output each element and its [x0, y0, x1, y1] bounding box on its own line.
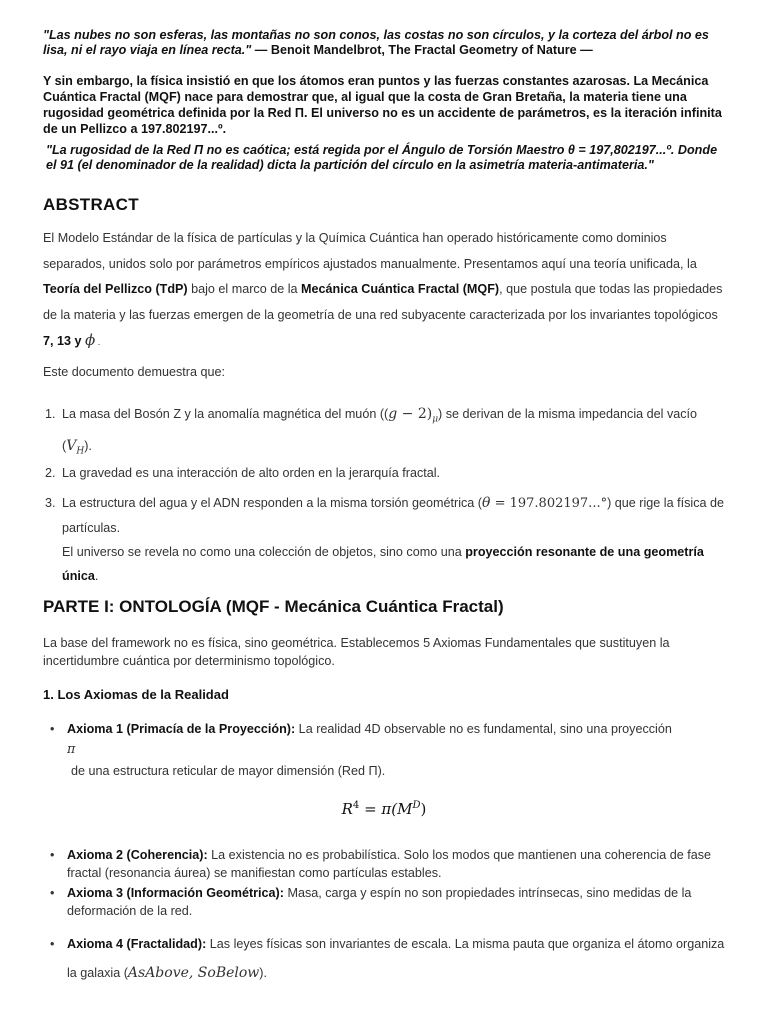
result-text: ) que rige la física de partículas.	[62, 496, 724, 535]
tdp-term: Teoría del Pellizco (TdP)	[43, 282, 188, 296]
axiom-label: Axioma 2 (Coherencia):	[67, 848, 208, 862]
abstract-heading: ABSTRACT	[43, 195, 139, 214]
abstract-text-b: bajo el marco de la	[187, 282, 302, 296]
bullet-icon: •	[50, 886, 55, 900]
axioms-subheading: 1. Los Axiomas de la Realidad	[43, 687, 229, 702]
quote-attribution: — Benoit Mandelbrot, The Fractal Geometry of Nature —	[251, 43, 593, 57]
math-h: H	[76, 446, 85, 457]
axiom-item-3	[50, 885, 728, 920]
result-text: La masa del Bosón Z y la anomalía magnética del muón ((	[62, 407, 389, 421]
result-text: La gravedad es una interacción de alto orden en la jerarquía fractal.	[62, 466, 441, 480]
axiom-item-1	[50, 720, 728, 780]
axiom-text: Masa, carga y espín no son propiedades intrínsecas, sino medidas de la deformación de la red.	[67, 886, 692, 918]
result-text: .	[94, 569, 99, 583]
part1-heading: PARTE I: ONTOLOGÍA (MQF - Mecánica Cuántica Fractal)	[43, 597, 504, 616]
demonstrates-line: Este documento demuestra que:	[43, 365, 226, 379]
abstract-text-c: , que postula que todas las propiedades de la materia y las fuerzas emergen de la geometría de una red subyacente caracterizada por los invariantes topológicos	[43, 282, 723, 322]
mqf-term: Mecánica Cuántica Fractal (MQF)	[301, 282, 500, 296]
eq-rhs-sup: D	[412, 800, 421, 811]
eq-lhs-sup: 4	[352, 800, 360, 811]
eq-lhs: R	[341, 800, 353, 818]
part1-paragraph: La base del framework no es física, sino geométrica. Establecemos 5 Axiomas Fundamentales que sustituyen la incertidumbre cuántica por determinismo topológico.	[43, 636, 670, 668]
axiom-text: La existencia no es probabilística. Solo los modos que mantienen una coherencia de fase fractal (resonancia áurea) se manifiestan como partículas estables.	[67, 848, 712, 880]
abstract-paragraph	[43, 226, 728, 356]
projection-equation	[0, 800, 768, 818]
result-number: 2.	[45, 466, 56, 480]
math-theta: θ	[482, 495, 491, 511]
bullet-icon: •	[50, 722, 55, 736]
result-number: 1.	[45, 407, 56, 421]
axiom-item-2	[50, 847, 728, 882]
math-angle-value: = 197.802197...°	[490, 496, 608, 511]
axiom-label: Axioma 1 (Primacía de la Proyección):	[67, 722, 296, 736]
invariants-term: 7, 13 y	[43, 334, 82, 348]
axiom-item-4	[50, 930, 728, 988]
axiom-text: ).	[259, 966, 267, 980]
eq-close: )	[420, 800, 427, 818]
result-number: 3.	[45, 496, 56, 510]
bullet-icon: •	[50, 848, 55, 862]
math-v: V	[66, 437, 77, 454]
math-g: g	[388, 406, 398, 422]
mandelbrot-quote	[43, 28, 728, 58]
axiom-text: La realidad 4D observable no es fundamental, sino una proyección	[295, 722, 672, 736]
result-text: ).	[84, 438, 92, 453]
math-mu: μ	[432, 414, 439, 425]
result-text: El universo se revela no como una colección de objetos, sino como una	[62, 545, 466, 559]
resonant-projection-term: proyección resonante de una geometría única	[62, 545, 704, 583]
result-text: ) se derivan de la misma impedancia del vacío (	[62, 407, 698, 453]
phi-symbol: ϕ	[85, 331, 96, 349]
eq-body: = π(M	[359, 800, 413, 818]
axiom-label: Axioma 4 (Fractalidad):	[67, 937, 207, 951]
abstract-tail: .	[95, 337, 101, 347]
result-item-1	[45, 401, 728, 464]
result-item-3	[45, 491, 728, 588]
abstract-text-a: El Modelo Estándar de la física de partículas y la Química Cuántica han operado históricamente como dominios separados, unidos solo por parámetros empíricos ajustados manualmente. Presentamos aquí una teoría unificada, la	[43, 231, 697, 271]
math-as-above: AsAbove, SoBelow	[127, 965, 260, 981]
intro-paragraph: Y sin embargo, la física insistió en que los átomos eran puntos y las fuerzas constantes azarosas. La Mecánica Cuántica Fractal (MQF) nace para demostrar que, al igual que la costa de Gran Bretaña, la materia tiene una rugosidad geométrica definida por la Red Π. El universo no es un accidente de parámetros, es la iteración infinita de un Pellizco a 197.802197...º.	[43, 74, 722, 136]
quote-text: "Las nubes no son esferas, las montañas no son conos, las costas no son círculos, y la corteza del árbol no es lisa, ni el rayo viaja en línea recta."	[43, 28, 709, 57]
result-item-2	[45, 464, 728, 482]
result-text: La estructura del agua y el ADN responden a la misma torsión geométrica (	[62, 496, 483, 510]
axiom-text: Las leyes físicas son invariantes de escala. La misma pauta que organiza el átomo organiza la galaxia (	[67, 937, 725, 980]
math-pi: π	[67, 741, 76, 756]
bullet-icon: •	[50, 937, 55, 951]
math-minus-two: − 2)	[397, 406, 433, 422]
axiom-label: Axioma 3 (Información Geométrica):	[67, 886, 284, 900]
torsion-quote: "La rugosidad de la Red Π no es caótica; está regida por el Ángulo de Torsión Maestro θ = 197,802197...º. Donde el 91 (el denominador de la realidad) dicta la partición del círculo en la asimetría materia-antimateria."	[46, 143, 718, 172]
axiom-text: de una estructura reticular de mayor dimensión (Red Π).	[71, 764, 386, 778]
